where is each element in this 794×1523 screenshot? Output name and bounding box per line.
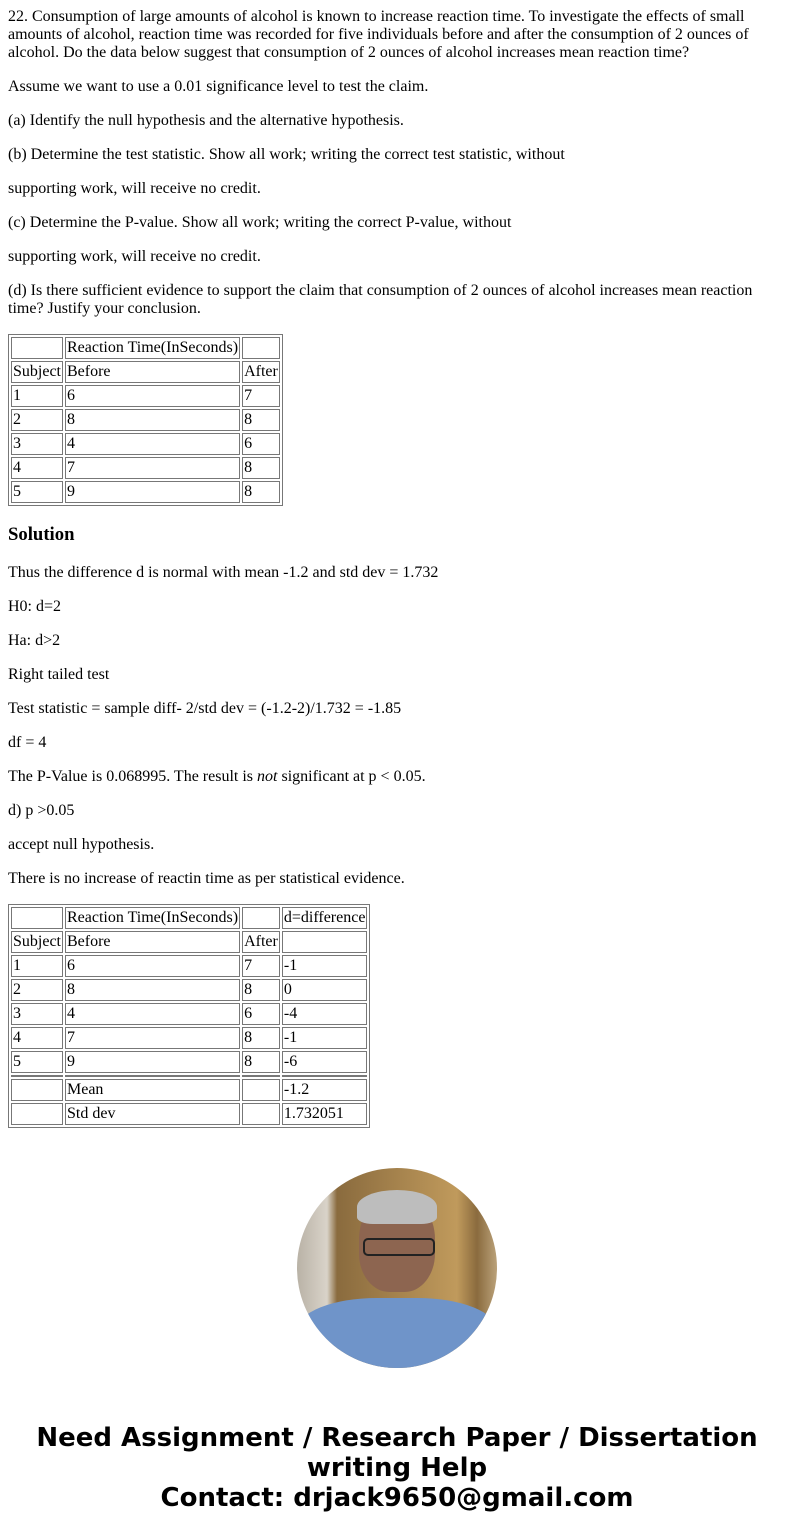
solution-line: H0: d=2 xyxy=(8,598,62,615)
table-row xyxy=(11,1103,367,1125)
table-cell xyxy=(242,337,280,359)
table-cell: Mean xyxy=(65,1079,240,1101)
table-row xyxy=(11,433,280,455)
solution-line: df = 4 xyxy=(8,734,47,751)
table-cell: 2 xyxy=(11,409,63,431)
table-cell: 8 xyxy=(242,1027,280,1049)
table-cell xyxy=(242,1103,280,1125)
table-row xyxy=(11,1003,367,1025)
question-intro: 22. Consumption of large amounts of alcohol is known to increase reaction time. To investigate the effects of small amounts of alcohol, reaction time was recorded for five individuals before and after the consumption of 2 ounces of alcohol. Do the data below suggest that consumption of 2 ounces of alcohol increases mean reaction time? xyxy=(8,8,749,61)
table-row xyxy=(11,979,367,1001)
table-row xyxy=(11,481,280,503)
table-row xyxy=(11,931,367,953)
separator-row xyxy=(11,1075,367,1077)
table-cell: Std dev xyxy=(65,1103,240,1125)
solution-line: Test statistic = sample diff- 2/std dev = (-1.2-2)/1.732 = -1.85 xyxy=(8,700,402,717)
table-cell: -1 xyxy=(282,1027,368,1049)
table-cell: 2 xyxy=(11,979,63,1001)
part-b: (b) Determine the test statistic. Show all work; writing the correct test statistic, without xyxy=(8,146,565,163)
table-cell xyxy=(282,931,368,953)
table-cell xyxy=(242,907,280,929)
data-table xyxy=(8,334,283,506)
part-c-note: supporting work, will receive no credit. xyxy=(8,248,261,265)
table-cell: 0 xyxy=(282,979,368,1001)
part-b-note: supporting work, will receive no credit. xyxy=(8,180,261,197)
table-row xyxy=(11,1027,367,1049)
pvalue-text-end: significant at p < 0.05. xyxy=(277,768,426,785)
table-cell: 1 xyxy=(11,955,63,977)
conclusion-line: d) p >0.05 xyxy=(8,802,75,819)
part-a: (a) Identify the null hypothesis and the alternative hypothesis. xyxy=(8,112,404,129)
footer-contact: Contact: drjack9650@gmail.com xyxy=(160,1483,634,1513)
solution-heading: Solution xyxy=(8,524,75,545)
pvalue-text: The P-Value is 0.068995. The result is xyxy=(8,768,258,785)
table-cell: 4 xyxy=(11,1027,63,1049)
table-cell: After xyxy=(242,931,280,953)
table-cell: 8 xyxy=(242,481,280,503)
table-cell: -1.2 xyxy=(282,1079,368,1101)
table-cell: 1.732051 xyxy=(282,1103,368,1125)
table-cell xyxy=(11,1079,63,1101)
solution-line: Thus the difference d is normal with mean -1.2 and std dev = 1.732 xyxy=(8,564,439,581)
author-photo xyxy=(297,1168,497,1368)
separator-cell xyxy=(65,1075,240,1077)
table-cell: 3 xyxy=(11,433,63,455)
table-cell: -6 xyxy=(282,1051,368,1073)
table-cell: Before xyxy=(65,931,240,953)
separator-cell xyxy=(11,1075,63,1077)
table-cell: Reaction Time(InSeconds) xyxy=(65,337,240,359)
question xyxy=(8,8,786,318)
table-cell: 6 xyxy=(65,385,240,407)
table-row xyxy=(11,337,280,359)
table-cell: Before xyxy=(65,361,240,383)
table-cell: 9 xyxy=(65,1051,240,1073)
table-cell: 3 xyxy=(11,1003,63,1025)
table-cell: 7 xyxy=(65,457,240,479)
table-cell: 4 xyxy=(65,1003,240,1025)
table-cell: 8 xyxy=(65,409,240,431)
table-cell: -4 xyxy=(282,1003,368,1025)
footer-banner xyxy=(8,1423,786,1513)
part-d: (d) Is there sufficient evidence to support the claim that consumption of 2 ounces of alcohol increases mean reaction time? Justify your conclusion. xyxy=(8,282,753,317)
table-cell: 6 xyxy=(65,955,240,977)
table-cell xyxy=(242,1079,280,1101)
table-cell: 8 xyxy=(242,409,280,431)
part-c: (c) Determine the P-value. Show all work; writing the correct P-value, without xyxy=(8,214,512,231)
table-cell: Subject xyxy=(11,931,63,953)
table-cell xyxy=(11,907,63,929)
table-cell: 1 xyxy=(11,385,63,407)
table-cell: 6 xyxy=(242,1003,280,1025)
table-cell: 9 xyxy=(65,481,240,503)
table-cell: 4 xyxy=(65,433,240,455)
table-cell: Reaction Time(InSeconds) xyxy=(65,907,240,929)
table-cell: 6 xyxy=(242,433,280,455)
solution-line: Ha: d>2 xyxy=(8,632,61,649)
table-row xyxy=(11,409,280,431)
table-cell: 8 xyxy=(65,979,240,1001)
pvalue-emphasis: not xyxy=(257,768,278,785)
difference-table xyxy=(8,904,370,1128)
table-cell xyxy=(11,1103,63,1125)
table-row xyxy=(11,385,280,407)
solution-line: Right tailed test xyxy=(8,666,110,683)
table-cell: 8 xyxy=(242,1051,280,1073)
table-cell: -1 xyxy=(282,955,368,977)
footer-help-text: Need Assignment / Research Paper / Dissertation writing Help xyxy=(36,1423,758,1483)
table-cell: 8 xyxy=(242,979,280,1001)
table-row xyxy=(11,361,280,383)
table-cell: 8 xyxy=(242,457,280,479)
table-row xyxy=(11,907,367,929)
table-cell: 4 xyxy=(11,457,63,479)
table-row xyxy=(11,1079,367,1101)
table-cell: 5 xyxy=(11,481,63,503)
table-cell: 5 xyxy=(11,1051,63,1073)
table-cell: 7 xyxy=(242,955,280,977)
table-cell: d=difference xyxy=(282,907,368,929)
pvalue-line xyxy=(8,768,786,786)
conclusion-line: There is no increase of reactin time as per statistical evidence. xyxy=(8,870,405,887)
table-cell xyxy=(11,337,63,359)
table-cell: 7 xyxy=(65,1027,240,1049)
table-row xyxy=(11,955,367,977)
conclusion-line: accept null hypothesis. xyxy=(8,836,155,853)
table-cell: Subject xyxy=(11,361,63,383)
table-row xyxy=(11,457,280,479)
significance-text: Assume we want to use a 0.01 significance level to test the claim. xyxy=(8,78,429,95)
author-photo-container xyxy=(8,1168,786,1373)
separator-cell xyxy=(242,1075,280,1077)
table-row xyxy=(11,1051,367,1073)
table-cell: After xyxy=(242,361,280,383)
separator-cell xyxy=(282,1075,368,1077)
table-cell: 7 xyxy=(242,385,280,407)
